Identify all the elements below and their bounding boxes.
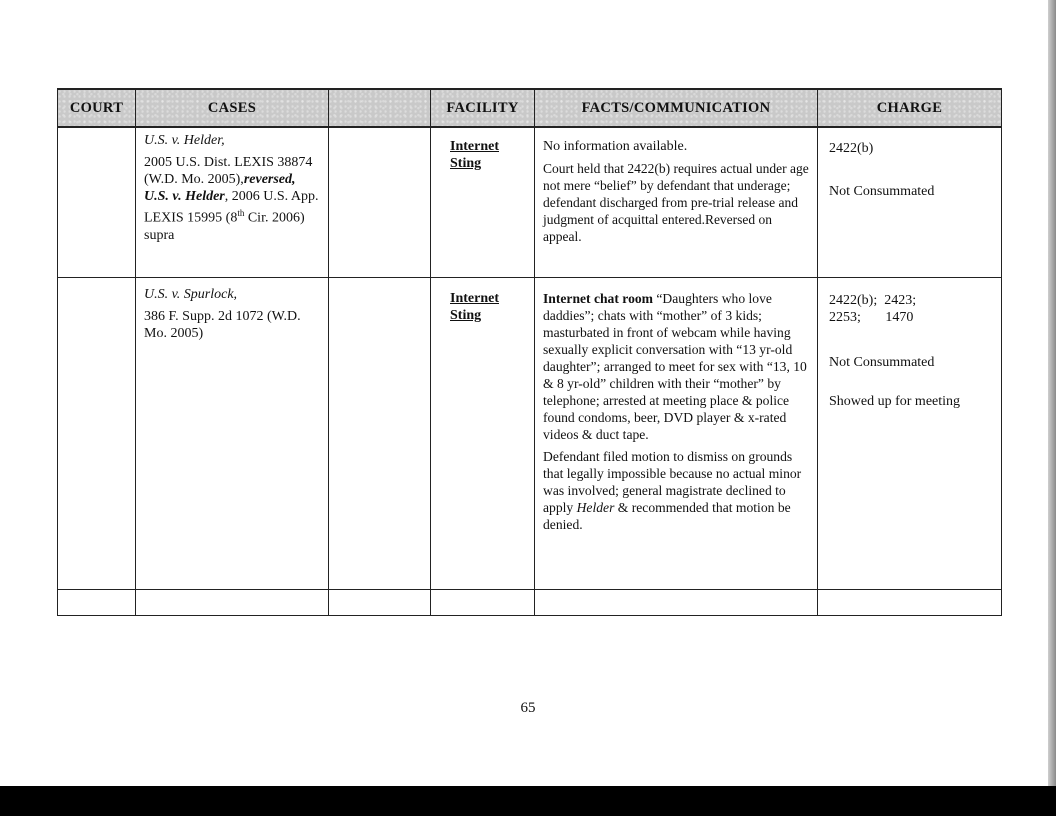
page-number: 65 <box>520 700 536 716</box>
charge-note: Showed up for meeting <box>829 393 961 409</box>
charge-code: 2253; 1470 <box>829 309 914 325</box>
charge-status: Not Consummated <box>829 184 935 199</box>
empty-cell <box>431 589 535 615</box>
empty-cell <box>58 589 136 615</box>
header-court: COURT <box>58 89 136 127</box>
facts-cell <box>535 277 818 589</box>
scan-edge-bottom <box>0 786 1056 816</box>
charge-cell <box>818 277 1002 589</box>
charge-cell <box>818 127 1002 277</box>
header-facts: FACTS/COMMUNICATION <box>535 89 818 127</box>
case-citation: 2005 U.S. Dist. LEXIS 38874 (W.D. Mo. 2005),reversed, U.S. v. Helder, 2006 U.S. App. LEXIS 15995 (8th Cir. 2006) supra <box>144 155 319 243</box>
facility-cell <box>431 277 535 589</box>
table-row <box>58 277 1002 589</box>
scan-edge-right <box>1048 0 1056 816</box>
table-row-empty <box>58 589 1002 615</box>
charge-status: Not Consummated <box>829 354 935 370</box>
court-cell <box>58 127 136 277</box>
facility-cell <box>431 127 535 277</box>
table-row <box>58 127 1002 277</box>
header-facility: FACILITY <box>431 89 535 127</box>
empty-cell <box>818 589 1002 615</box>
facts-cell <box>535 127 818 277</box>
case-name: U.S. v. Spurlock, <box>144 286 238 302</box>
court-cell <box>58 277 136 589</box>
header-blank <box>329 89 431 127</box>
cases-cell <box>136 127 329 277</box>
facts-paragraph: No information available. <box>543 139 688 154</box>
facility-label: Internet <box>450 139 499 154</box>
empty-cell <box>535 589 818 615</box>
facts-paragraph: Internet chat room “Daughters who love daddies”; chats with “mother” of 3 kids; masturbated in front of webcam while having sexually explicit conversation with “13 yr-old daughter”; arranged to meet for sex with “13, 10 & 8 yr-old” children with their “mother” by telephone; arrested at meeting place & police found condoms, beer, DVD player & x-rated videos & duct tape. <box>543 290 807 442</box>
case-citation: 386 F. Supp. 2d 1072 (W.D. Mo. 2005) <box>144 308 301 341</box>
table-header-row <box>58 89 1002 127</box>
facts-paragraph: Court held that 2422(b) requires actual under age not mere “belief” by defendant that underage; defendant discharged from pre-trial release and judgment of acquittal entered.Reversed on appeal. <box>543 161 809 244</box>
case-name: U.S. v. Helder, <box>144 133 225 148</box>
empty-cell <box>329 589 431 615</box>
facility-label: Sting <box>450 156 482 171</box>
empty-cell <box>136 589 329 615</box>
charge-code: 2422(b) <box>829 141 874 156</box>
facts-paragraph: Defendant filed motion to dismiss on grounds that legally impossible because no actual minor was involved; general magistrate declined to apply Helder & recommended that motion be denied. <box>543 448 802 532</box>
blank-cell <box>329 277 431 589</box>
header-charge: CHARGE <box>818 89 1002 127</box>
charge-code: 2422(b); 2423; <box>829 292 917 308</box>
case-table <box>57 88 1002 616</box>
facility-label: Internet <box>450 290 499 306</box>
cases-cell <box>136 277 329 589</box>
facility-label: Sting <box>450 307 482 323</box>
blank-cell <box>329 127 431 277</box>
header-cases: CASES <box>136 89 329 127</box>
